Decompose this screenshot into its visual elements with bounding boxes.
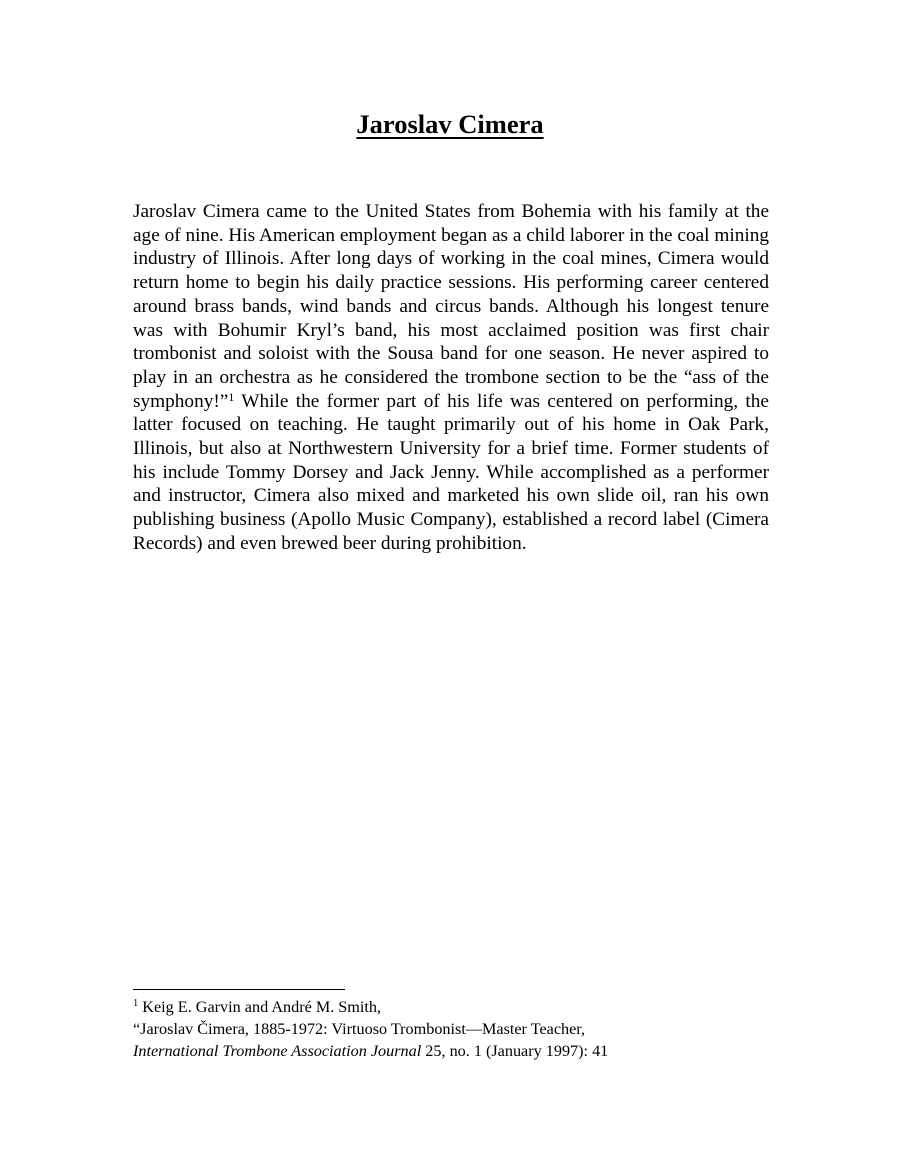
footnote-divider bbox=[133, 989, 345, 990]
footnote-line-1 bbox=[133, 996, 813, 1018]
body-paragraph bbox=[133, 200, 769, 556]
footnote-marker: 1 bbox=[133, 998, 139, 1009]
footnote-line-3 bbox=[133, 1040, 813, 1062]
footnote-article: “Jaroslav Čimera, 1885-1972: Virtuoso Trombonist—Master Teacher, bbox=[133, 1020, 586, 1038]
page-title-text: Jaroslav Cimera bbox=[356, 109, 544, 139]
footnote-authors: Keig E. Garvin and André M. Smith, bbox=[138, 998, 382, 1016]
page-title bbox=[0, 105, 900, 143]
body-text-main: Jaroslav Cimera came to the United States from Bohemia with his family at the age of nine. His American employment began as a child laborer in the coal mining industry of Illinois. After long days of working in the coal mines, Cimera would return home to begin his daily practice sessions. His performing career centered around brass bands, wind bands and circus bands. Although his longest tenure was with Bohumir Kryl’s band, his most acclaimed position was first chair trombonist and soloist with the Sousa band for one season. He never aspired to play in an orchestra as he considered the trombone section to be the “ass of the symphony!” bbox=[133, 201, 769, 412]
footnote-citation: 25, no. 1 (January 1997): 41 bbox=[421, 1042, 609, 1060]
body-text-rest: While the former part of his life was centered on performing, the latter focused on teaching. He taught primarily out of his home in Oak Park, Illinois, but also at Northwestern University for a brief time. Former students of his include Tommy Dorsey and Jack Jenny. While accomplished as a performer and instructor, Cimera also mixed and marketed his own slide oil, ran his own publishing business (Apollo Music Company), established a record label (Cimera Records) and even brewed beer during prohibition. bbox=[133, 390, 769, 554]
footnote-reference[interactable]: 1 bbox=[228, 389, 235, 404]
footnote bbox=[133, 996, 813, 1062]
footnote-journal: International Trombone Association Journal bbox=[133, 1042, 422, 1060]
